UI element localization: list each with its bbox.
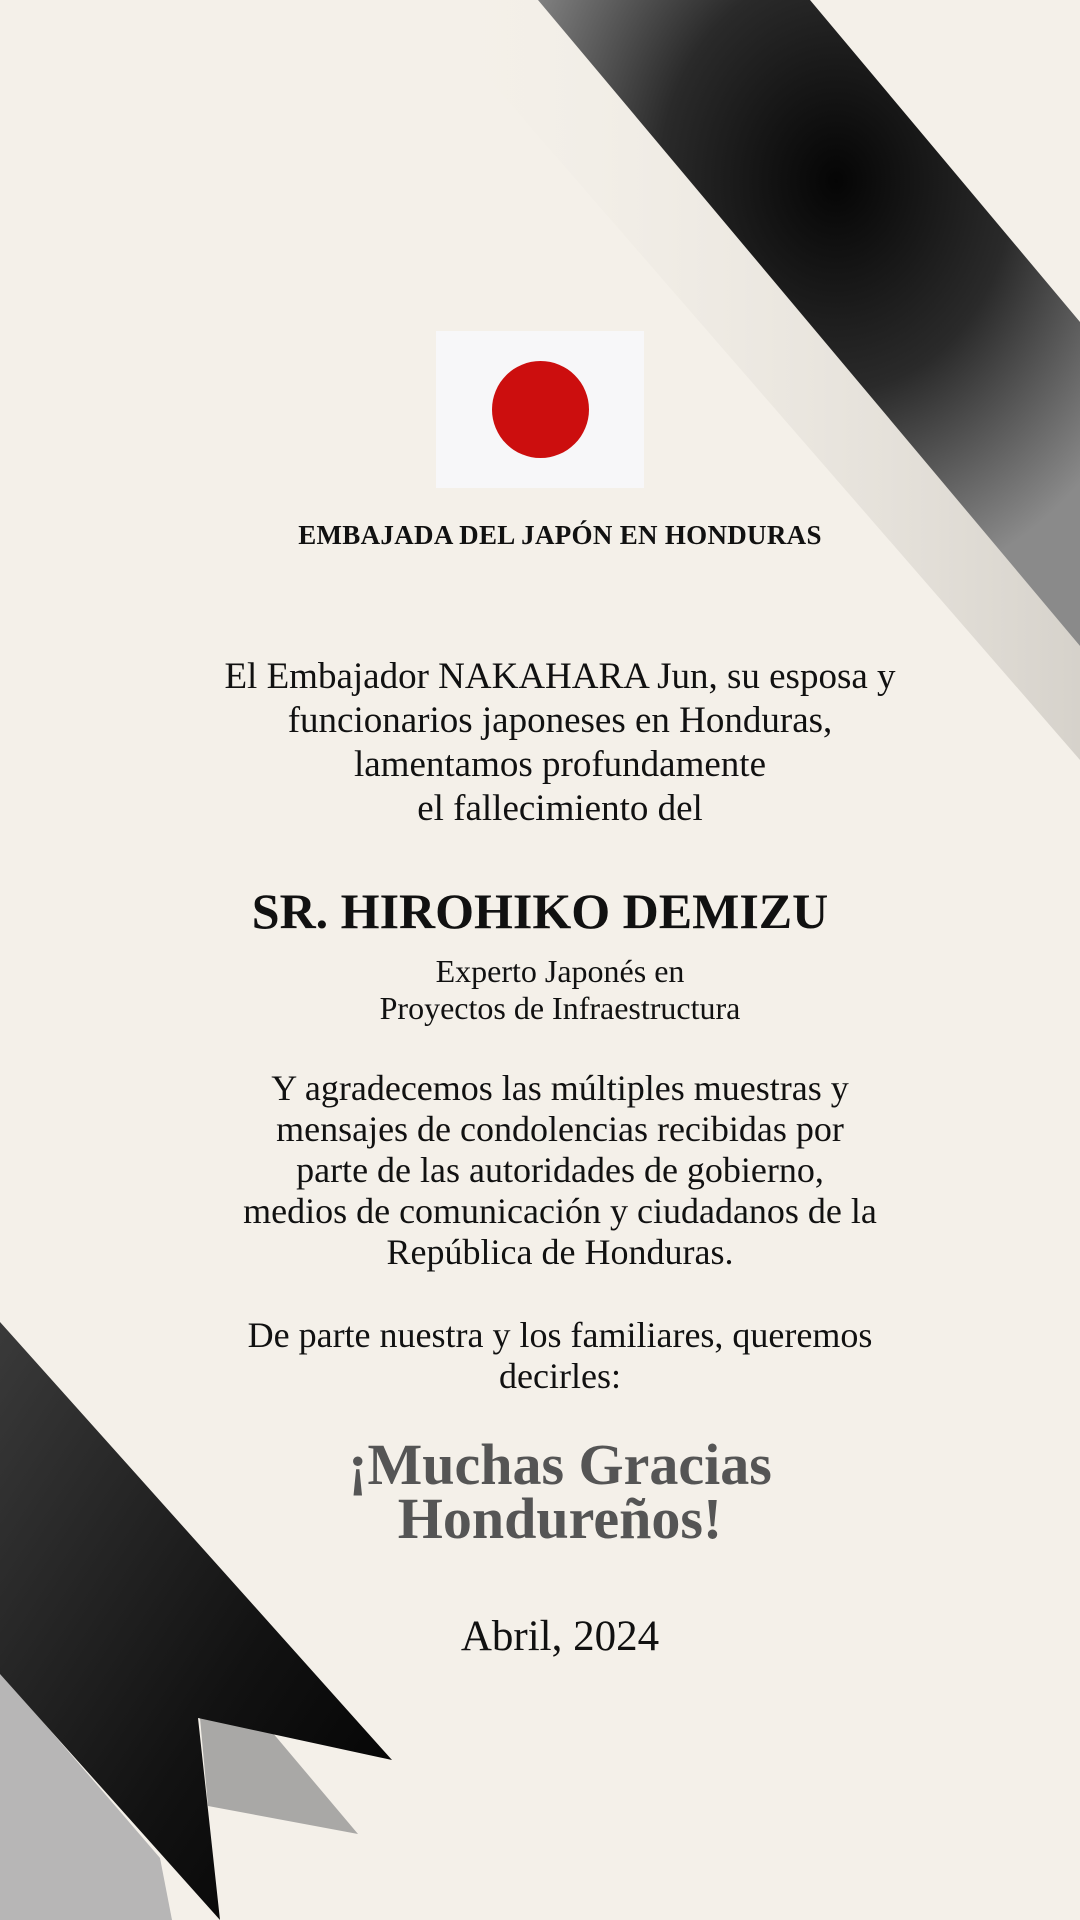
japan-flag-icon bbox=[436, 331, 644, 488]
flag-red-disc bbox=[492, 361, 589, 458]
intro-paragraph bbox=[130, 655, 990, 831]
family-paragraph bbox=[130, 1315, 990, 1397]
closing-thanks bbox=[130, 1432, 990, 1551]
intro-line: el fallecimiento del bbox=[417, 788, 703, 829]
embassy-name: EMBAJADA DEL JAPÓN EN HONDURAS bbox=[298, 520, 822, 550]
thanks-paragraph bbox=[130, 1068, 990, 1273]
thanks-line: República de Honduras. bbox=[386, 1232, 734, 1272]
closing-line: ¡Muchas Gracias bbox=[348, 1432, 772, 1497]
intro-line: funcionarios japoneses en Honduras, bbox=[287, 700, 833, 741]
notice-date: Abril, 2024 bbox=[460, 1613, 660, 1660]
thanks-line: mensajes de condolencias recibidas por bbox=[276, 1109, 844, 1149]
deceased-title bbox=[130, 953, 990, 1027]
deceased-name: SR. HIROHIKO DEMIZU bbox=[251, 883, 829, 939]
intro-line: El Embajador NAKAHARA Jun, su esposa y bbox=[224, 656, 896, 697]
thanks-line: Y agradecemos las múltiples muestras y bbox=[271, 1068, 849, 1108]
deceased-title-line: Proyectos de Infraestructura bbox=[379, 990, 741, 1026]
closing-line: Hondureños! bbox=[397, 1486, 723, 1551]
thanks-line: medios de comunicación y ciudadanos de la bbox=[243, 1191, 877, 1231]
family-line: decirles: bbox=[499, 1356, 621, 1396]
intro-line: lamentamos profundamente bbox=[353, 744, 766, 785]
deceased-title-line: Experto Japonés en bbox=[435, 953, 685, 989]
thanks-line: parte de las autoridades de gobierno, bbox=[296, 1150, 824, 1190]
family-line: De parte nuestra y los familiares, queremos bbox=[247, 1315, 873, 1355]
